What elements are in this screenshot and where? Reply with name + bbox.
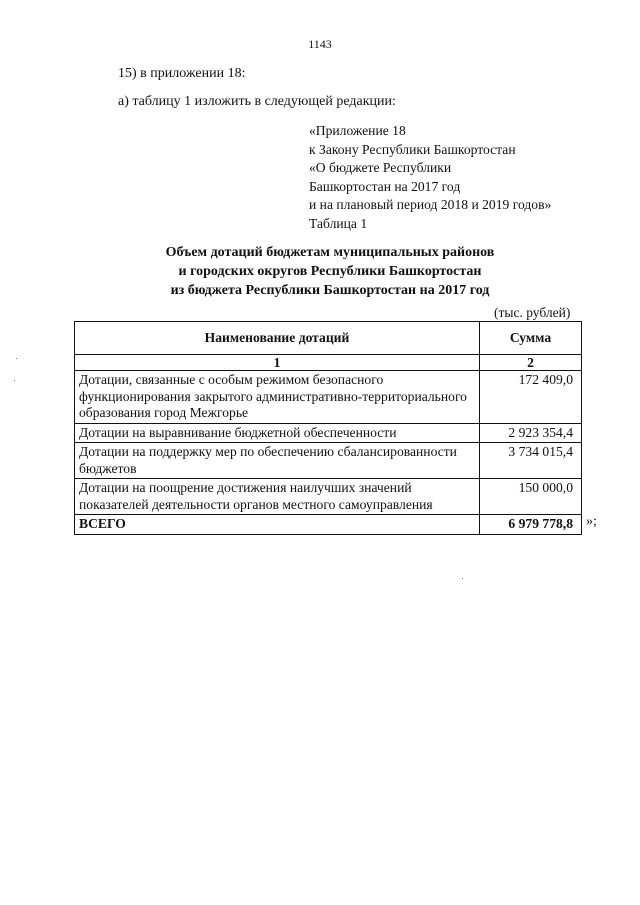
title-line: и городских округов Республики Башкортостан: [178, 264, 482, 279]
table-row: [75, 423, 582, 443]
column-number-row: [75, 355, 582, 371]
subitem-a-text: а) таблицу 1 изложить в следующей редакции:: [118, 94, 396, 109]
table-header-row: [75, 322, 582, 355]
row-name: Дотации, связанные с особым режимом безопасного функционирования закрытого административно-территориального образования город Межгорье: [75, 371, 480, 424]
table-title: [0, 243, 640, 300]
row-sum: 2 923 354,4: [480, 423, 582, 443]
row-name: Дотации на поощрение достижения наилучших значений показателей деятельности органов местного самоуправления: [75, 479, 480, 515]
row-sum: 172 409,0: [480, 371, 582, 424]
total-row: [75, 515, 582, 535]
closing-quote: »;: [586, 514, 597, 529]
table-label: Таблица 1: [309, 215, 368, 231]
row-name: Дотации на поддержку мер по обеспечению сбалансированности бюджетов: [75, 443, 480, 479]
scan-speck: [16, 358, 17, 359]
appendix-line: «О бюджете Республики: [309, 160, 452, 176]
appendix-header: [309, 122, 551, 234]
column-header-name: Наименование дотаций: [75, 322, 480, 355]
total-label: ВСЕГО: [75, 515, 480, 535]
column-number: 2: [480, 355, 582, 371]
title-line: из бюджета Республики Башкортостан на 2017 год: [170, 283, 490, 298]
appendix-line: к Закону Республики Башкортостан: [309, 141, 516, 157]
page-number: 1143: [308, 37, 332, 51]
table-row: [75, 479, 582, 515]
row-sum: 150 000,0: [480, 479, 582, 515]
row-name: Дотации на выравнивание бюджетной обеспеченности: [75, 423, 480, 443]
item-15-text: 15) в приложении 18:: [118, 66, 246, 81]
subsidies-table: [74, 321, 582, 535]
table-row: [75, 443, 582, 479]
table-row: [75, 371, 582, 424]
column-number: 1: [75, 355, 480, 371]
column-header-sum: Сумма: [480, 322, 582, 355]
appendix-line: и на плановый период 2018 и 2019 годов»: [309, 197, 552, 213]
scan-speck: [462, 578, 463, 579]
units-label: (тыс. рублей): [494, 305, 571, 320]
row-sum: 3 734 015,4: [480, 443, 582, 479]
appendix-line: «Приложение 18: [309, 123, 406, 138]
appendix-line: Башкортостан на 2017 год: [309, 178, 461, 194]
scan-speck: [14, 380, 15, 381]
total-sum: 6 979 778,8: [480, 515, 582, 535]
title-line: Объем дотаций бюджетам муниципальных районов: [165, 245, 495, 260]
